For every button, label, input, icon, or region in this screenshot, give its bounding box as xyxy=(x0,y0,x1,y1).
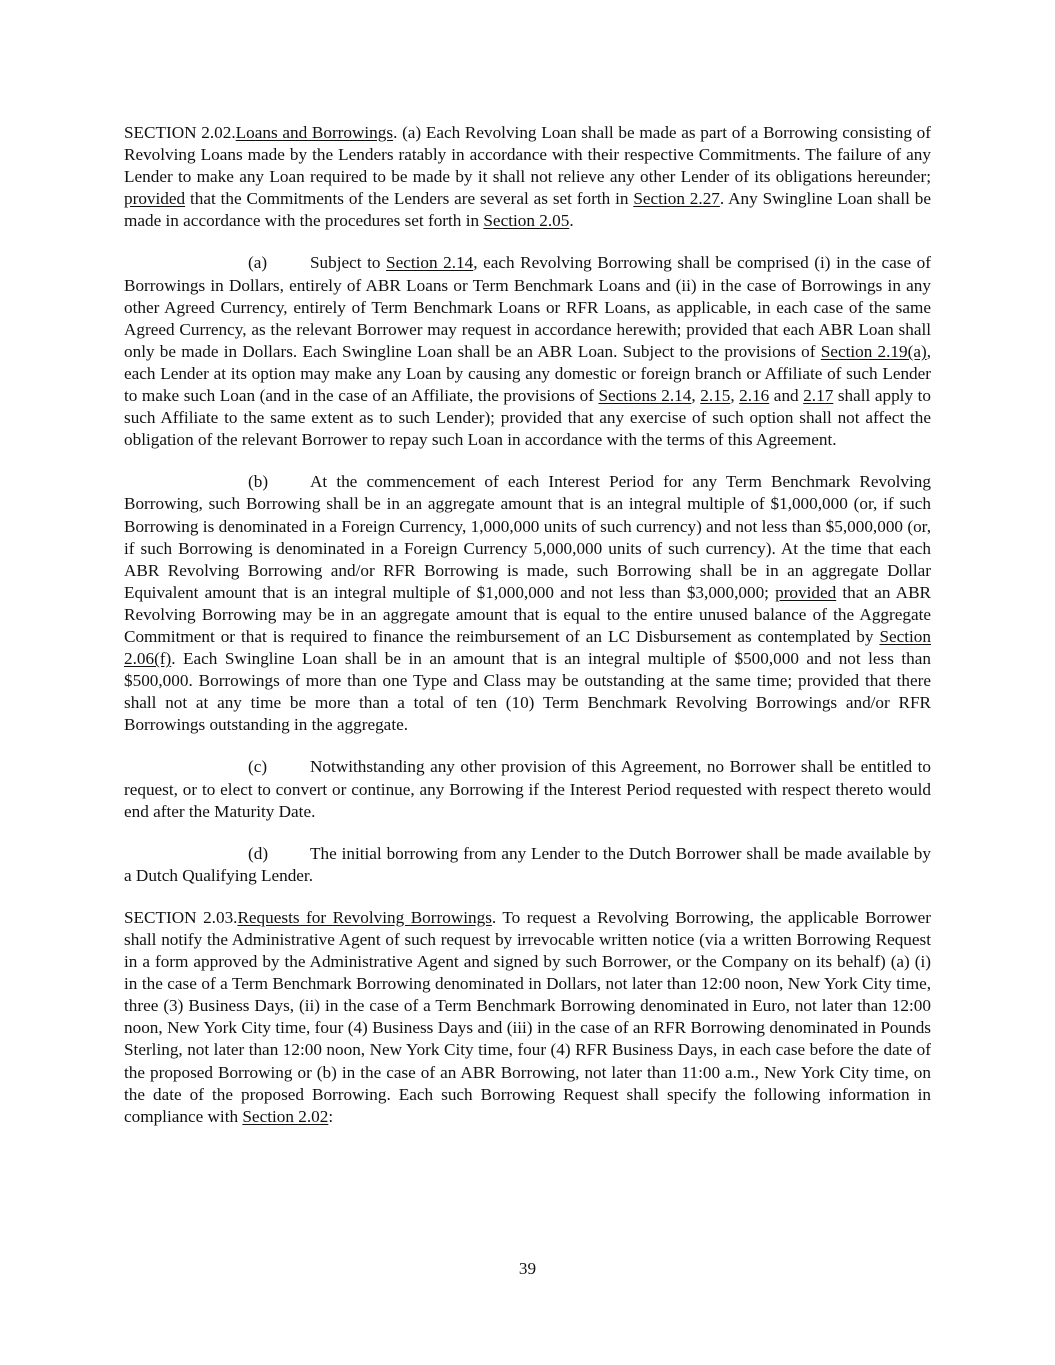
document-page xyxy=(124,122,931,1148)
cross-reference: Section 2.27 xyxy=(633,189,720,209)
cross-reference: 2.17 xyxy=(803,386,834,406)
cross-reference: 2.15 xyxy=(700,386,731,406)
page-number: 39 xyxy=(518,1259,537,1278)
section-number: SECTION 2.03. xyxy=(124,907,238,927)
paragraph-c: (c) Notwithstanding any other provision of this Agreement, no Borrower shall be entitled to request, or to elect to convert or continue, any Borrowing if the Interest Period requested with respect thereto would end after the Maturity Date. xyxy=(124,757,931,821)
section-number: SECTION 2.02. xyxy=(124,123,236,142)
section-2-03: SECTION 2.03.Requests for Revolving Borrowings. To request a Revolving Borrowing, the applicable Borrower shall notify the Administrative Agent of such request by irrevocable written notice (via a written Borrowing Request in a form approved by the Administrative Agent and signed by such Borrower, or the Company on its behalf) (a) (i) in the case of a Term Benchmark Borrowing denominated in Dollars, not later than 12:00 noon, New York City time, three (3) Business Days, (ii) in the case of a Term Benchmark Borrowing denominated in Euro, not later than 12:00 noon, New York City time, four (4) Business Days and (iii) in the case of an RFR Borrowing denominated in Pounds Sterling, not later than 12:00 noon, New York City time, four (4) RFR Business Days, in each case before the date of the proposed Borrowing or (b) in the case of an ABR Borrowing, not later than 11:00 a.m., New York City time, on the date of the proposed Borrowing. Each such Borrowing Request shall specify the following information in compliance with Section 2.02: xyxy=(124,907,931,1126)
paragraph-label: (b) xyxy=(248,472,269,492)
cross-reference: Section 2.02 xyxy=(242,1106,329,1126)
cross-reference: Section 2.05 xyxy=(483,211,570,231)
section-heading: Loans and Borrowings xyxy=(235,123,394,142)
emphasis-provided: provided xyxy=(124,189,186,209)
emphasis-provided: provided xyxy=(775,582,837,602)
paragraph-label: (d) xyxy=(248,843,269,863)
cross-reference: Sections 2.14 xyxy=(598,386,692,406)
section-heading: Requests for Revolving Borrowings xyxy=(237,907,492,927)
cross-reference: Section 2.19(a) xyxy=(820,341,927,361)
paragraph-d: (d) The initial borrowing from any Lender to the Dutch Borrower shall be made available by a Dutch Qualifying Lender. xyxy=(124,843,931,885)
cross-reference: Section 2.14 xyxy=(386,253,474,273)
paragraph-label: (c) xyxy=(248,757,268,777)
paragraph-a: (a) Subject to Section 2.14, each Revolving Borrowing shall be comprised (i) in the case of Borrowings in Dollars, entirely of ABR Loans or Term Benchmark Loans and (ii) in the case of Borrowings in any other Agreed Currency, entirely of Term Benchmark Loans or RFR Loans, as applicable, in each case of the same Agreed Currency, as the relevant Borrower may request in accordance herewith; provided that each ABR Loan shall only be made in Dollars. Each Swingline Loan shall be an ABR Loan. Subject to the provisions of Section 2.19(a), each Lender at its option may make any Loan by causing any domestic or foreign branch or Affiliate of such Lender to make such Loan (and in the case of an Affiliate, the provisions of Sections 2.14, 2.15, 2.16 and 2.17 shall apply to such Affiliate to the same extent as to such Lender); provided that any exercise of such option shall not affect the obligation of the relevant Borrower to repay such Loan in accordance with the terms of this Agreement. xyxy=(124,253,931,450)
cross-reference: Section 2.06(f) xyxy=(124,626,931,669)
section-2-02: SECTION 2.02.Loans and Borrowings. (a) Each Revolving Loan shall be made as part of a Borrowing consisting of Revolving Loans made by the Lenders ratably in accordance with their respective Commitments. The failure of any Lender to make any Loan required to be made by it shall not relieve any other Lender of its obligations hereunder; provided that the Commitments of the Lenders are several as set forth in Section 2.27. Any Swingline Loan shall be made in accordance with the procedures set forth in Section 2.05. xyxy=(124,123,931,231)
paragraph-b: (b) At the commencement of each Interest Period for any Term Benchmark Revolving Borrowing, such Borrowing shall be in an aggregate amount that is an integral multiple of $1,000,000 (or, if such Borrowing is denominated in a Foreign Currency, 1,000,000 units of such currency) and not less than $5,000,000 (or, if such Borrowing is denominated in a Foreign Currency 5,000,000 units of such currency). At the time that each ABR Revolving Borrowing and/or RFR Borrowing is made, such Borrowing shall be in an aggregate Dollar Equivalent amount that is an integral multiple of $1,000,000 and not less than $3,000,000; provided that an ABR Revolving Borrowing may be in an aggregate amount that is equal to the entire unused balance of the Aggregate Commitment or that is required to finance the reimbursement of an LC Disbursement as contemplated by Section 2.06(f). Each Swingline Loan shall be in an amount that is an integral multiple of $500,000 and not less than $500,000. Borrowings of more than one Type and Class may be outstanding at the same time; provided that there shall not at any time be more than a total of ten (10) Term Benchmark Revolving Borrowings and/or RFR Borrowings outstanding in the aggregate. xyxy=(124,472,931,735)
paragraph-label: (a) xyxy=(248,253,268,273)
cross-reference: 2.16 xyxy=(739,386,770,406)
